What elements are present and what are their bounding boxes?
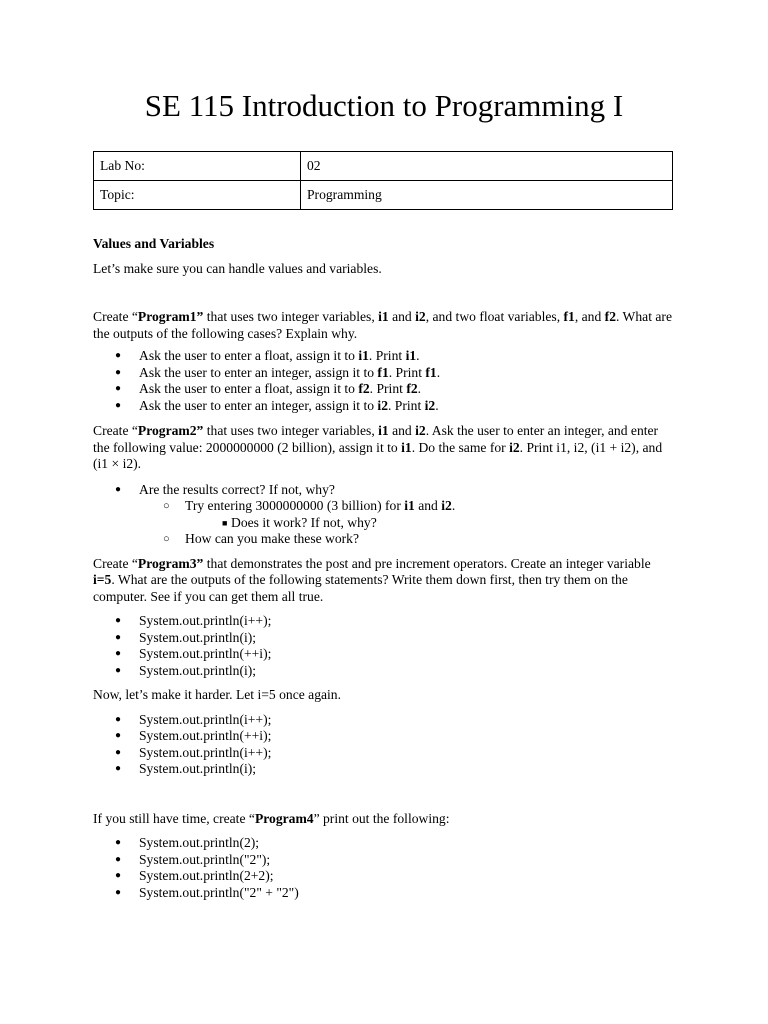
list-item: ■ Does it work? If not, why? (231, 515, 673, 532)
program3-description: Create “Program3” that demonstrates the post and pre increment operators. Create an integer variable i=5. What are the outputs of the following statements? Write them down first, then try them on the computer. See if you can get them all true. (93, 555, 651, 604)
program3-list (93, 613, 673, 679)
list-item: ● System.out.println(i++); (139, 712, 673, 729)
list-item: ● Ask the user to enter a float, assign it to f2. Print f2. (139, 381, 673, 398)
program1-description: Create “Program1” that uses two integer variables, i1 and i2, and two float variables, f1, and f2. What are the outputs of the following cases? Explain why. (93, 309, 672, 341)
list-item: ○ How can you make these work? (185, 531, 673, 548)
list-item: ● System.out.println(2+2); (139, 868, 673, 885)
list-item: ● System.out.println("2"); (139, 852, 673, 869)
program4-list (93, 835, 673, 901)
table-row (94, 181, 673, 210)
list-item: ● System.out.println(2); (139, 835, 673, 852)
list-item: ● System.out.println(i); (139, 761, 673, 778)
lab-no-value: 02 (301, 152, 673, 181)
program3b-list (93, 712, 673, 778)
program4-description: If you still have time, create “Program4” print out the following: (93, 810, 450, 826)
program2-description: Create “Program2” that uses two integer variables, i1 and i2. Ask the user to enter an integer, and enter the following value: 2000000000 (2 billion), assign it to i1. Do the same for i2. Print i1, i2, (i1 + i2), and (i1 × i2). (93, 423, 663, 471)
program2-subsublist (185, 515, 673, 532)
list-item: ● System.out.println(++i); (139, 728, 673, 745)
topic-label: Topic: (94, 181, 301, 210)
program3b-intro: Now, let’s make it harder. Let i=5 once again. (93, 687, 341, 702)
list-item: ● System.out.println("2" + "2") (139, 885, 673, 902)
program2-sublist (139, 498, 673, 548)
list-item: ● Ask the user to enter an integer, assign it to f1. Print f1. (139, 365, 673, 382)
list-item: ● System.out.println(i); (139, 663, 673, 680)
table-row (94, 152, 673, 181)
intro-text: Let’s make sure you can handle values and variables. (93, 260, 382, 276)
list-item: ● System.out.println(i++); (139, 613, 673, 630)
program1-list (93, 348, 673, 414)
list-item: ● System.out.println(i++); (139, 745, 673, 762)
lab-info-table (93, 151, 673, 210)
list-item: ○ Try entering 3000000000 (3 billion) for i1 and i2. ■ Does it work? If not, why? (185, 498, 673, 531)
list-item: ● System.out.println(++i); (139, 646, 673, 663)
list-item: ● Ask the user to enter an integer, assign it to i2. Print i2. (139, 398, 673, 415)
list-item: ● Are the results correct? If not, why? ○ Try entering 3000000000 (3 billion) for i1 and i2. ■ Does it work? If not, why? ○ How can you make these work? (139, 482, 673, 548)
section-heading: Values and Variables (93, 236, 215, 251)
list-item: ● System.out.println(i); (139, 630, 673, 647)
lab-no-label: Lab No: (94, 152, 301, 181)
program2-list (93, 482, 673, 548)
lab-content (93, 236, 673, 901)
list-item: ● Ask the user to enter a float, assign it to i1. Print i1. (139, 348, 673, 365)
page-title: SE 115 Introduction to Programming I (144, 88, 624, 123)
topic-value: Programming (301, 181, 673, 210)
